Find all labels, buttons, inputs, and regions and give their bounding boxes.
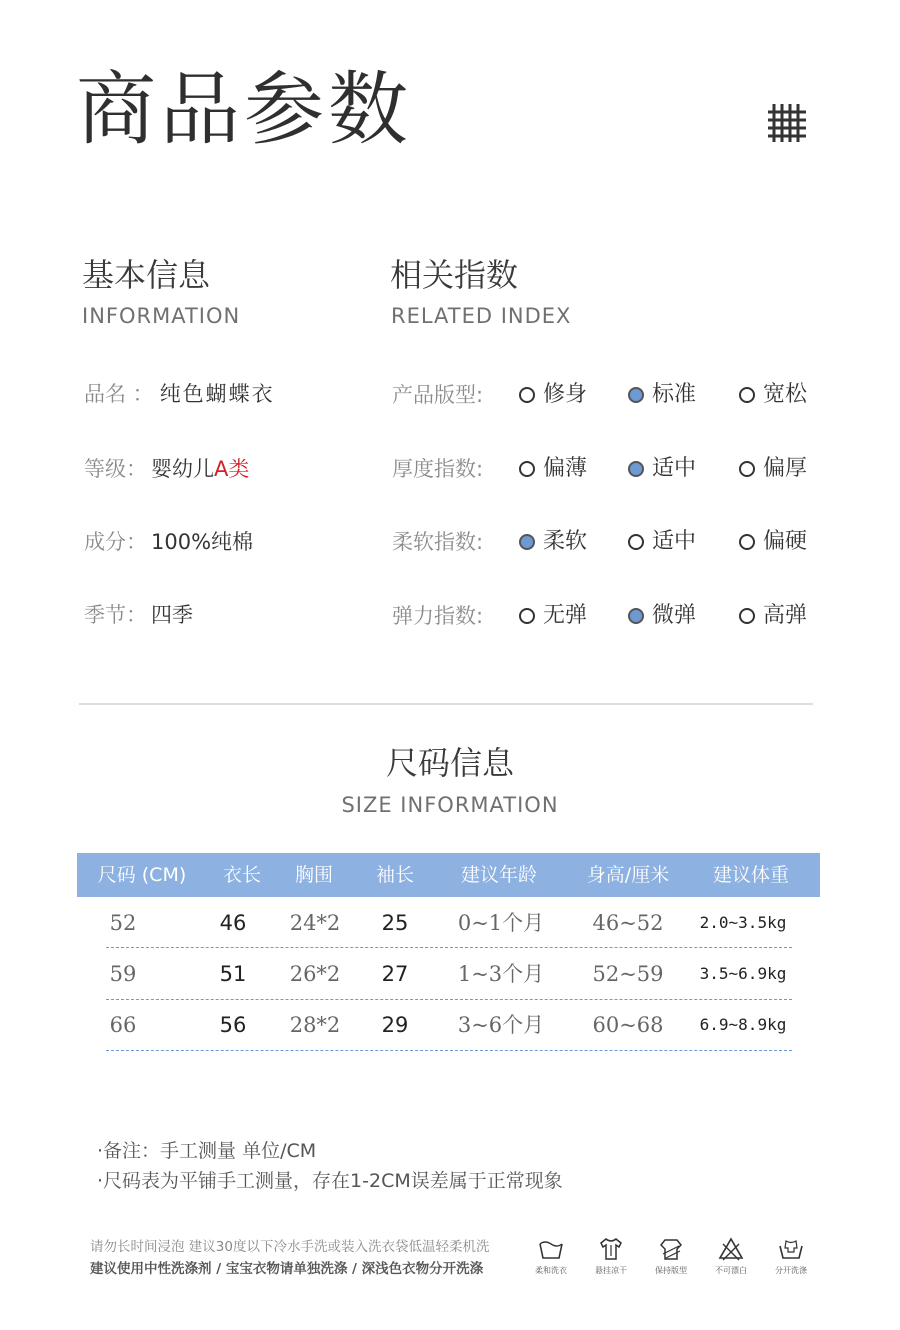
info-label: 季节： (84, 603, 147, 627)
row-divider (106, 947, 792, 948)
radio-icon (628, 534, 644, 550)
section-divider (79, 703, 813, 705)
radio-icon (739, 534, 755, 550)
size-info-title: 尺码信息 (385, 744, 514, 782)
cell-chest: 28*2 (289, 1013, 341, 1037)
info-label: 成分： (84, 530, 147, 554)
radio-icon (519, 461, 535, 477)
basic-info-subtitle: INFORMATION (82, 304, 241, 328)
radio-selected-icon (628, 387, 644, 403)
index-label-thickness: 厚度指数: (392, 457, 484, 481)
cell-length: 51 (219, 962, 247, 986)
column-header: 尺码 (CM) (97, 864, 187, 886)
column-header: 身高/厘米 (586, 864, 670, 886)
cell-chest: 26*2 (289, 962, 341, 986)
row-divider (106, 1050, 792, 1051)
info-label: 等级： (84, 457, 147, 481)
care-caption: 保持版型 (655, 1266, 687, 1275)
column-header: 建议体重 (712, 864, 789, 886)
column-header: 袖长 (375, 864, 414, 886)
option-fit-2: 宽松 (739, 381, 807, 409)
cell-sleeve: 27 (381, 962, 409, 986)
radio-selected-icon (628, 461, 644, 477)
cell-chest: 24*2 (289, 911, 341, 935)
keep-shape-icon (657, 1236, 685, 1262)
basic-info-title: 基本信息 (82, 256, 211, 294)
cell-height: 46~52 (592, 911, 664, 935)
care-item-wash (521, 1236, 581, 1276)
column-header: 衣长 (222, 864, 261, 886)
cell-weight: 3.5~6.9kg (699, 964, 787, 983)
care-caption: 不可漂白 (715, 1266, 747, 1275)
related-index-title: 相关指数 (390, 256, 519, 294)
no-bleach-icon (717, 1236, 745, 1262)
column-header: 建议年龄 (460, 864, 537, 886)
info-row-season (84, 601, 193, 629)
info-row-grade (84, 455, 249, 483)
table-row (0, 1010, 900, 1042)
cell-height: 60~68 (592, 1013, 664, 1037)
cell-age: 3~6个月 (457, 1013, 545, 1037)
row-divider (106, 999, 792, 1000)
option-softness-2: 偏硬 (739, 528, 807, 556)
info-value: 婴幼儿 (151, 457, 214, 481)
info-value: 100%纯棉 (151, 530, 254, 554)
grade-accent: A类 (214, 457, 250, 481)
page-title: 商品参数 (76, 63, 412, 156)
column-header: 胸围 (294, 864, 333, 886)
cell-age: 1~3个月 (457, 962, 545, 986)
cell-sleeve: 29 (381, 1013, 409, 1037)
radio-icon (739, 461, 755, 477)
cell-size: 52 (109, 911, 137, 935)
info-value: 四季 (151, 603, 193, 627)
cell-sleeve: 25 (381, 911, 409, 935)
care-instructions-line2: 建议使用中性洗涤剂 / 宝宝衣物请单独洗涤 / 深浅色衣物分开洗涤 (90, 1261, 484, 1277)
care-item-shape (641, 1236, 701, 1276)
separate-wash-icon (777, 1236, 805, 1262)
table-row (0, 959, 900, 991)
cell-size: 59 (109, 962, 137, 986)
note-measure: ·备注：手工测量 单位/CM (97, 1140, 317, 1162)
index-label-fit: 产品版型: (392, 383, 484, 407)
cell-length: 56 (219, 1013, 247, 1037)
info-row-material (84, 528, 253, 556)
care-caption: 柔和洗衣 (535, 1266, 567, 1275)
info-row-name (84, 380, 275, 408)
care-caption: 分开洗涤 (775, 1266, 807, 1275)
cell-age: 0~1个月 (457, 911, 545, 935)
cell-length: 46 (219, 911, 247, 935)
care-instructions-line1: 请勿长时间浸泡 建议30度以下冷水手洗或装入洗衣袋低温轻柔机洗 (90, 1239, 490, 1255)
index-label-softness: 柔软指数: (392, 530, 484, 554)
option-elasticity-2: 高弹 (739, 602, 807, 630)
option-thickness-1: 适中 (628, 455, 696, 483)
option-softness-0: 柔软 (519, 528, 587, 556)
table-row (0, 908, 900, 940)
cell-height: 52~59 (592, 962, 664, 986)
option-thickness-2: 偏厚 (739, 455, 807, 483)
index-label-elasticity: 弹力指数: (392, 604, 484, 628)
option-thickness-0: 偏薄 (519, 455, 587, 483)
option-elasticity-1: 微弹 (628, 602, 696, 630)
radio-icon (519, 387, 535, 403)
care-item-separate (761, 1236, 821, 1276)
cell-size: 66 (109, 1013, 137, 1037)
radio-icon (739, 608, 755, 624)
related-index-subtitle: RELATED INDEX (391, 304, 572, 328)
size-table-header (77, 853, 820, 897)
radio-selected-icon (628, 608, 644, 624)
grid-icon (767, 103, 807, 143)
info-label: 品名 ： (84, 382, 154, 406)
option-fit-0: 修身 (519, 381, 587, 409)
radio-icon (519, 608, 535, 624)
care-item-bleach (701, 1236, 761, 1276)
option-fit-1: 标准 (628, 381, 696, 409)
option-elasticity-0: 无弹 (519, 602, 587, 630)
radio-selected-icon (519, 534, 535, 550)
option-softness-1: 适中 (628, 528, 696, 556)
hang-shirt-icon (597, 1236, 625, 1262)
size-info-subtitle: SIZE INFORMATION (341, 793, 559, 817)
care-item-hang (581, 1236, 641, 1276)
note-tolerance: ·尺码表为平铺手工测量，存在1-2CM误差属于正常现象 (97, 1170, 563, 1192)
cell-weight: 6.9~8.9kg (699, 1015, 787, 1034)
info-value: 纯色蝴蝶衣 (159, 382, 275, 406)
radio-icon (739, 387, 755, 403)
wash-tub-icon (537, 1236, 565, 1262)
care-caption: 悬挂凉干 (595, 1266, 627, 1275)
cell-weight: 2.0~3.5kg (699, 913, 787, 932)
